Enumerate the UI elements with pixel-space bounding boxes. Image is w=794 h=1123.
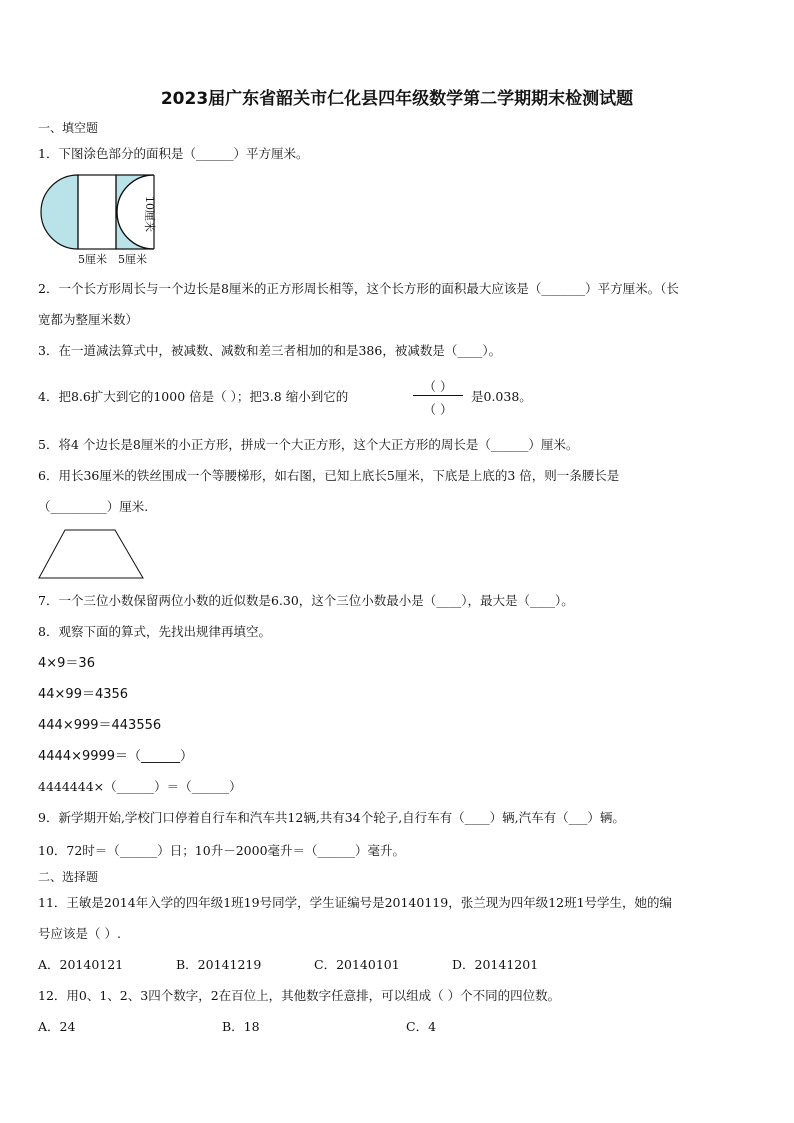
- question-7: 7．一个三位小数保留两位小数的近似数是6.30，这个三位小数最小是（____），最大是（____）。: [38, 593, 574, 608]
- question-5: 5．将4 个边长是8厘米的小正方形，拼成一个大正方形，这个大正方形的周长是（______）厘米。: [38, 437, 579, 452]
- section-fill-blank: 一、填空题: [38, 121, 99, 135]
- question-6-line1: 6．用长36厘米的铁丝围成一个等腰梯形，如右图，已知上底长5厘米，下底是上底的3 倍，则一条腰长是: [38, 468, 620, 483]
- question-8: 8．观察下面的算式，先找出规律再填空。: [38, 624, 271, 639]
- section-multiple-choice: 二、选择题: [38, 870, 99, 884]
- pattern-line-2: 44×99＝4356: [38, 687, 129, 702]
- question-4-left: 4．把8.6扩大到它的1000 倍是（ ）；把3.8 缩小到它的: [38, 389, 349, 404]
- q11-option-c: C．20140101: [314, 957, 400, 972]
- fraction-denominator-blank: （ ）: [423, 402, 453, 417]
- pattern-line-4: 4444×9999＝（______）: [38, 749, 194, 764]
- figure-side-label: 10厘米: [143, 196, 156, 232]
- q11-option-d: D．20141201: [452, 957, 539, 972]
- q11-option-b: B．20141219: [176, 957, 262, 972]
- q12-option-c: C．4: [406, 1019, 437, 1034]
- question-11-line1: 11．王敏是2014年入学的四年级1班19号同学，学生证编号是20140119，张兰现为四年级12班1号学生，她的编: [38, 895, 673, 910]
- figure-bottom-left-label: 5厘米: [78, 253, 107, 266]
- figure-bottom-right-label: 5厘米: [118, 253, 147, 266]
- page-title: 2023届广东省韶关市仁化县四年级数学第二学期期末检测试题: [160, 89, 634, 109]
- question-3: 3．在一道减法算式中，被减数、减数和差三者相加的和是386，被减数是（____）。: [38, 343, 502, 358]
- fraction-blank: [413, 374, 463, 416]
- question-12: 12．用0、1、2、3四个数字，2在百位上，其他数字任意排，可以组成（ ）个不同的四位数。: [38, 988, 561, 1003]
- q11-option-a: A．20140121: [38, 957, 124, 972]
- question-2-line2: 宽都为整厘米数）: [38, 312, 139, 327]
- pattern-line-3: 444×999＝443556: [38, 718, 162, 733]
- question-9: 9．新学期开始,学校门口停着自行车和汽车共12辆,共有34个轮子,自行车有（____）辆,汽车有（___）辆。: [38, 810, 625, 825]
- q12-option-a: A．24: [38, 1019, 76, 1034]
- q12-option-b: B．18: [222, 1019, 260, 1034]
- question-6-line2: （_________）厘米.: [38, 499, 149, 514]
- question-10: 10．72时＝（______）日；10升－2000毫升＝（______）毫升。: [38, 843, 406, 858]
- pattern-line-5: 4444444×（______）＝（______）: [38, 779, 242, 794]
- trapezoid-figure: [36, 526, 146, 582]
- fraction-numerator-blank: （ ）: [423, 379, 453, 394]
- fraction-bar: [413, 395, 463, 396]
- pattern-line-1: 4×9＝36: [38, 656, 95, 671]
- question-11-line2: 号应该是（ ）.: [38, 926, 121, 941]
- question-1: 1．下图涂色部分的面积是（______）平方厘米。: [38, 146, 309, 161]
- question-2-line1: 2．一个长方形周长与一个边长是8厘米的正方形周长相等，这个长方形的面积最大应该是（_______）平方厘米。（长: [38, 281, 679, 296]
- question-4-right: 是0.038。: [471, 389, 532, 404]
